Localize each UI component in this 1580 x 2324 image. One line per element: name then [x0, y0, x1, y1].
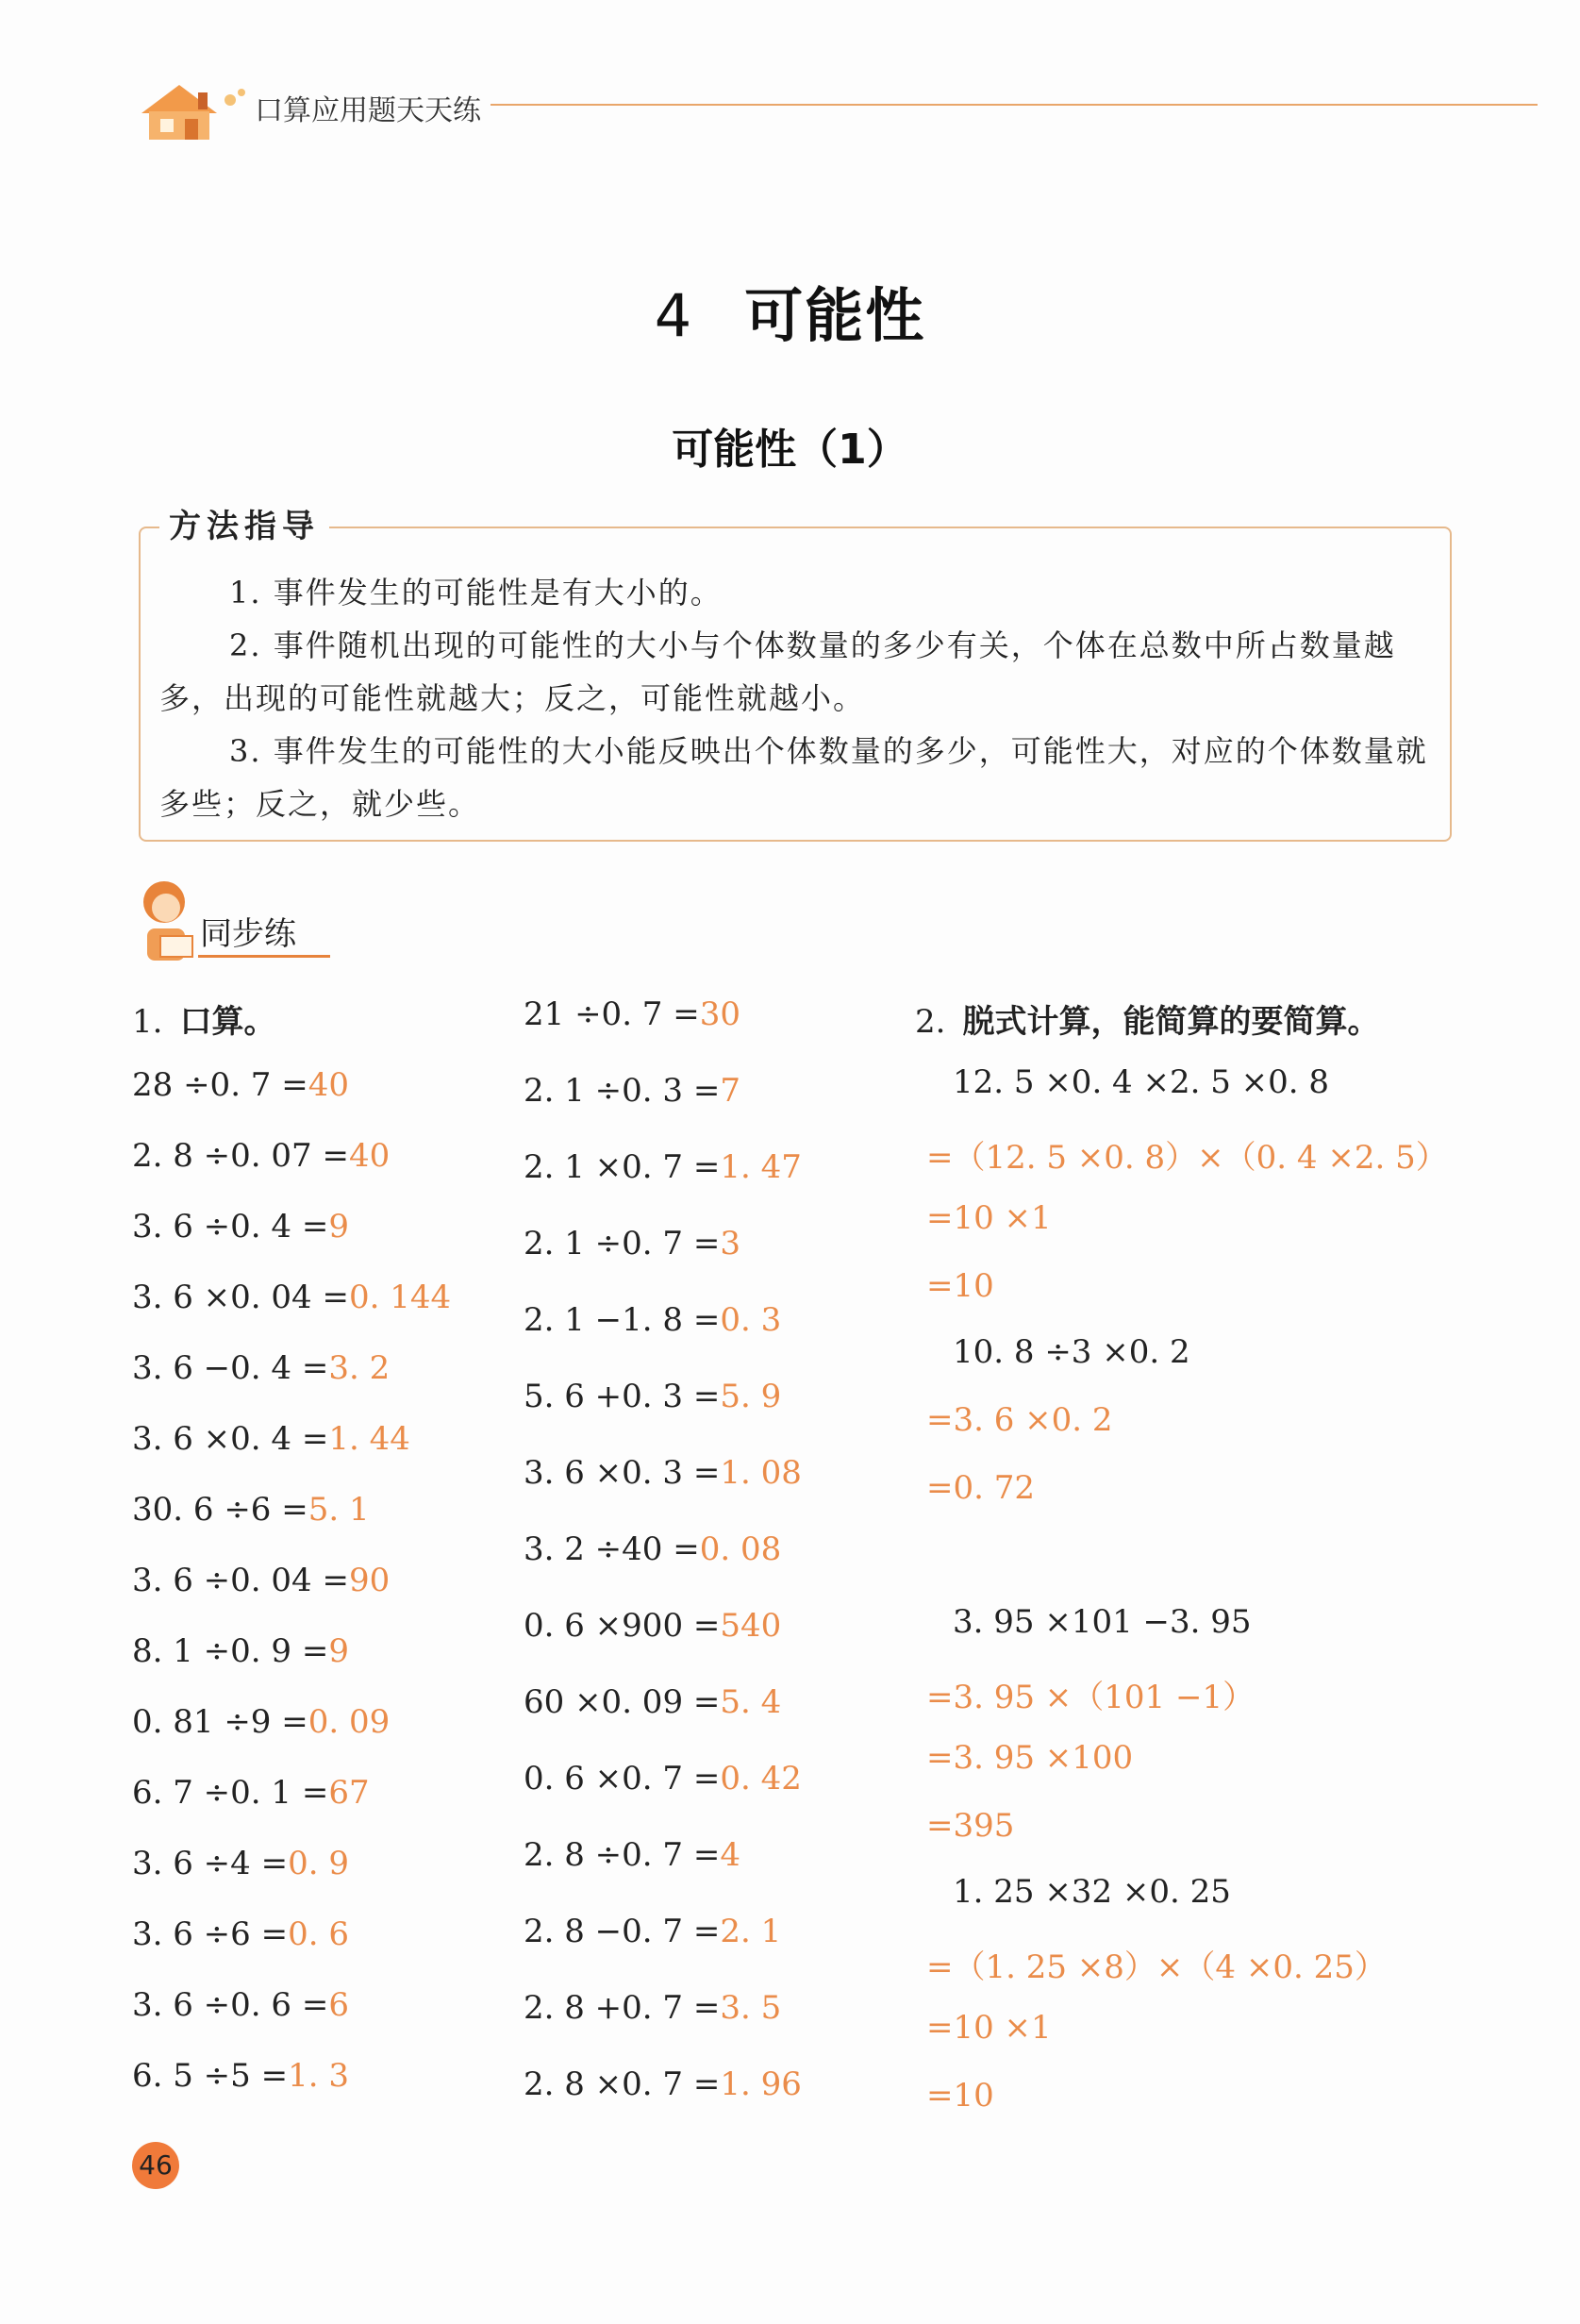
calc-item — [524, 1454, 802, 1492]
calc-expression: 21 ÷0. 7 = — [524, 995, 700, 1033]
calc-answer: 1. 44 — [328, 1420, 410, 1458]
calc-item — [132, 2057, 349, 2095]
calc-expression: 2. 1 ÷0. 3 = — [524, 1072, 721, 1110]
solution-step: =10 ×1 — [926, 2009, 1052, 2047]
calc-expression: 60 ×0. 09 = — [524, 1683, 721, 1721]
calc-expression: 2. 8 ÷0. 7 = — [524, 1836, 721, 1874]
calc-answer: 40 — [308, 1066, 349, 1104]
calc-answer: 540 — [720, 1607, 782, 1645]
calc-item — [132, 1562, 390, 1599]
calc-item — [524, 1378, 781, 1415]
calc-answer: 5. 1 — [308, 1491, 370, 1529]
solution-step: =0. 72 — [926, 1469, 1035, 1507]
calc-item — [132, 1703, 390, 1741]
calc-expression: 3. 6 ×0. 3 = — [524, 1454, 721, 1492]
calc-item — [524, 1836, 740, 1874]
method-paragraph: 2. 事件随机出现的可能性的大小与个体数量的多少有关，个体在总数中所占数量越多，出现的可能性就越大；反之，可能性就越小。 — [159, 627, 1396, 716]
solution-step: =（12. 5 ×0. 8）×（0. 4 ×2. 5） — [926, 1139, 1448, 1177]
calc-expression: 0. 81 ÷9 = — [132, 1703, 308, 1741]
oral-calc-column-2 — [524, 995, 901, 2118]
calc-expression: 3. 6 ×0. 4 = — [132, 1420, 329, 1458]
question-title: 口算。 — [179, 1003, 276, 1041]
chapter-name: 可能性 — [744, 281, 926, 350]
calc-expression: 2. 8 +0. 7 = — [524, 1989, 721, 2027]
calc-expression: 2. 1 −1. 8 = — [524, 1301, 721, 1339]
calc-item — [132, 1349, 390, 1387]
calc-item — [132, 1774, 370, 1812]
calc-answer: 7 — [720, 1072, 740, 1110]
calc-item — [132, 1986, 349, 2024]
calc-answer: 1. 47 — [720, 1148, 802, 1186]
chapter-title — [0, 269, 1580, 353]
method-guide-title: 方法指导 — [159, 500, 329, 546]
solution-step: =（1. 25 ×8）×（4 ×0. 25） — [926, 1948, 1387, 1986]
calc-item — [524, 1072, 740, 1110]
problem-expression: 3. 95 ×101 −3. 95 — [953, 1603, 1252, 1641]
problem-expression: 12. 5 ×0. 4 ×2. 5 ×0. 8 — [953, 1063, 1330, 1101]
calc-item — [132, 1915, 349, 1953]
problem-expression: 10. 8 ÷3 ×0. 2 — [953, 1333, 1190, 1371]
calc-answer: 40 — [348, 1137, 391, 1175]
chapter-number: 4 — [654, 281, 694, 350]
page-number: 46 — [132, 2142, 179, 2189]
calc-item — [524, 1148, 802, 1186]
calc-expression: 3. 6 ×0. 04 = — [132, 1279, 349, 1316]
solution-step: =395 — [926, 1807, 1015, 1845]
question-2-heading — [915, 995, 1379, 1042]
problem-expression: 1. 25 ×32 ×0. 25 — [953, 1873, 1231, 1911]
calc-item — [524, 2065, 802, 2103]
solution-step: =10 — [926, 1267, 994, 1305]
calc-expression: 3. 6 −0. 4 = — [132, 1349, 329, 1387]
calc-answer: 0. 6 — [288, 1915, 349, 1953]
oral-calc-column-1 — [132, 995, 491, 2118]
question-title: 脱式计算，能简算的要简算。 — [962, 1003, 1380, 1041]
calc-answer: 3. 2 — [328, 1349, 391, 1387]
calc-answer: 4 — [720, 1836, 740, 1874]
calc-item — [524, 1913, 781, 1950]
calc-expression: 3. 6 ÷0. 6 = — [132, 1986, 329, 2024]
header-title: 口算应用题天天练 — [255, 94, 481, 127]
calc-expression: 3. 6 ÷6 = — [132, 1915, 289, 1953]
solution-step: =10 — [926, 2077, 994, 2115]
calc-item — [524, 1530, 781, 1568]
calc-answer: 0. 09 — [308, 1703, 391, 1741]
calc-answer: 67 — [328, 1774, 370, 1812]
calc-expression: 0. 6 ×0. 7 = — [524, 1760, 721, 1797]
calc-expression: 30. 6 ÷6 = — [132, 1491, 308, 1529]
calc-item — [524, 1225, 740, 1262]
calc-answer: 1. 08 — [720, 1454, 802, 1492]
calc-answer: 5. 9 — [720, 1378, 782, 1415]
calc-expression: 0. 6 ×900 = — [524, 1607, 721, 1645]
calc-item — [132, 1066, 349, 1104]
calc-expression: 5. 6 +0. 3 = — [524, 1378, 721, 1415]
method-paragraph: 3. 事件发生的可能性的大小能反映出个体数量的多少，可能性大，对应的个体数量就多些；反之，就少些。 — [159, 733, 1428, 822]
calc-item — [132, 1845, 349, 1882]
calc-answer: 2. 1 — [720, 1913, 782, 1950]
calc-expression: 6. 7 ÷0. 1 = — [132, 1774, 329, 1812]
calc-expression: 2. 1 ×0. 7 = — [524, 1148, 721, 1186]
calc-item — [132, 1279, 451, 1316]
calc-answer: 1. 3 — [288, 2057, 349, 2095]
practice-underline — [198, 955, 330, 958]
method-paragraph: 1. 事件发生的可能性是有大小的。 — [229, 575, 723, 610]
calc-item — [524, 1760, 802, 1797]
method-guide-text — [159, 566, 1435, 830]
calc-answer: 3 — [720, 1225, 740, 1262]
calc-answer: 90 — [348, 1562, 391, 1599]
calc-item — [132, 1632, 349, 1670]
calc-expression: 2. 8 −0. 7 = — [524, 1913, 721, 1950]
solution-step: =10 ×1 — [926, 1199, 1052, 1237]
step-calc-column — [915, 995, 1500, 2128]
calc-item — [132, 1137, 390, 1175]
calc-expression: 8. 1 ÷0. 9 = — [132, 1632, 329, 1670]
house-logo-icon — [132, 66, 255, 151]
calc-item — [524, 1989, 781, 2027]
calc-item — [524, 995, 740, 1033]
calc-expression: 2. 1 ÷0. 7 = — [524, 1225, 721, 1262]
calc-answer: 5. 4 — [720, 1683, 782, 1721]
page-header — [132, 66, 1538, 151]
calc-item — [524, 1301, 781, 1339]
calc-answer: 0. 08 — [699, 1530, 782, 1568]
header-divider — [491, 104, 1538, 106]
calc-expression: 2. 8 ÷0. 07 = — [132, 1137, 349, 1175]
question-number: 1. — [132, 1003, 163, 1041]
method-guide-box — [139, 508, 1452, 842]
solution-step: =3. 95 ×100 — [926, 1739, 1134, 1777]
practice-label: 同步练 — [200, 915, 296, 953]
calc-answer: 1. 96 — [720, 2065, 802, 2103]
calc-answer: 3. 5 — [720, 1989, 782, 2027]
section-title: 可能性（1） — [672, 426, 908, 474]
calc-item — [524, 1607, 781, 1645]
calc-item — [132, 1208, 349, 1246]
calc-expression: 2. 8 ×0. 7 = — [524, 2065, 721, 2103]
calc-expression: 6. 5 ÷5 = — [132, 2057, 289, 2095]
calc-answer: 0. 42 — [720, 1760, 802, 1797]
solution-step: =3. 95 ×（101 −1） — [926, 1679, 1256, 1716]
calc-answer: 30 — [699, 995, 740, 1033]
child-reading-icon — [132, 874, 198, 968]
question-1-heading — [132, 995, 275, 1042]
calc-expression: 3. 6 ÷0. 4 = — [132, 1208, 329, 1246]
practice-banner — [132, 874, 340, 968]
calc-item — [132, 1420, 410, 1458]
calc-answer: 6 — [328, 1986, 349, 2024]
calc-item — [524, 1683, 781, 1721]
solution-step: =3. 6 ×0. 2 — [926, 1401, 1113, 1439]
question-number: 2. — [915, 1003, 946, 1041]
calc-answer: 9 — [328, 1632, 349, 1670]
calc-answer: 0. 144 — [348, 1279, 452, 1316]
calc-answer: 0. 3 — [720, 1301, 782, 1339]
calc-answer: 9 — [328, 1208, 349, 1246]
calc-item — [132, 1491, 370, 1529]
calc-expression: 3. 6 ÷0. 04 = — [132, 1562, 349, 1599]
calc-expression: 3. 2 ÷40 = — [524, 1530, 700, 1568]
calc-expression: 28 ÷0. 7 = — [132, 1066, 308, 1104]
calc-expression: 3. 6 ÷4 = — [132, 1845, 289, 1882]
calc-answer: 0. 9 — [288, 1845, 349, 1882]
